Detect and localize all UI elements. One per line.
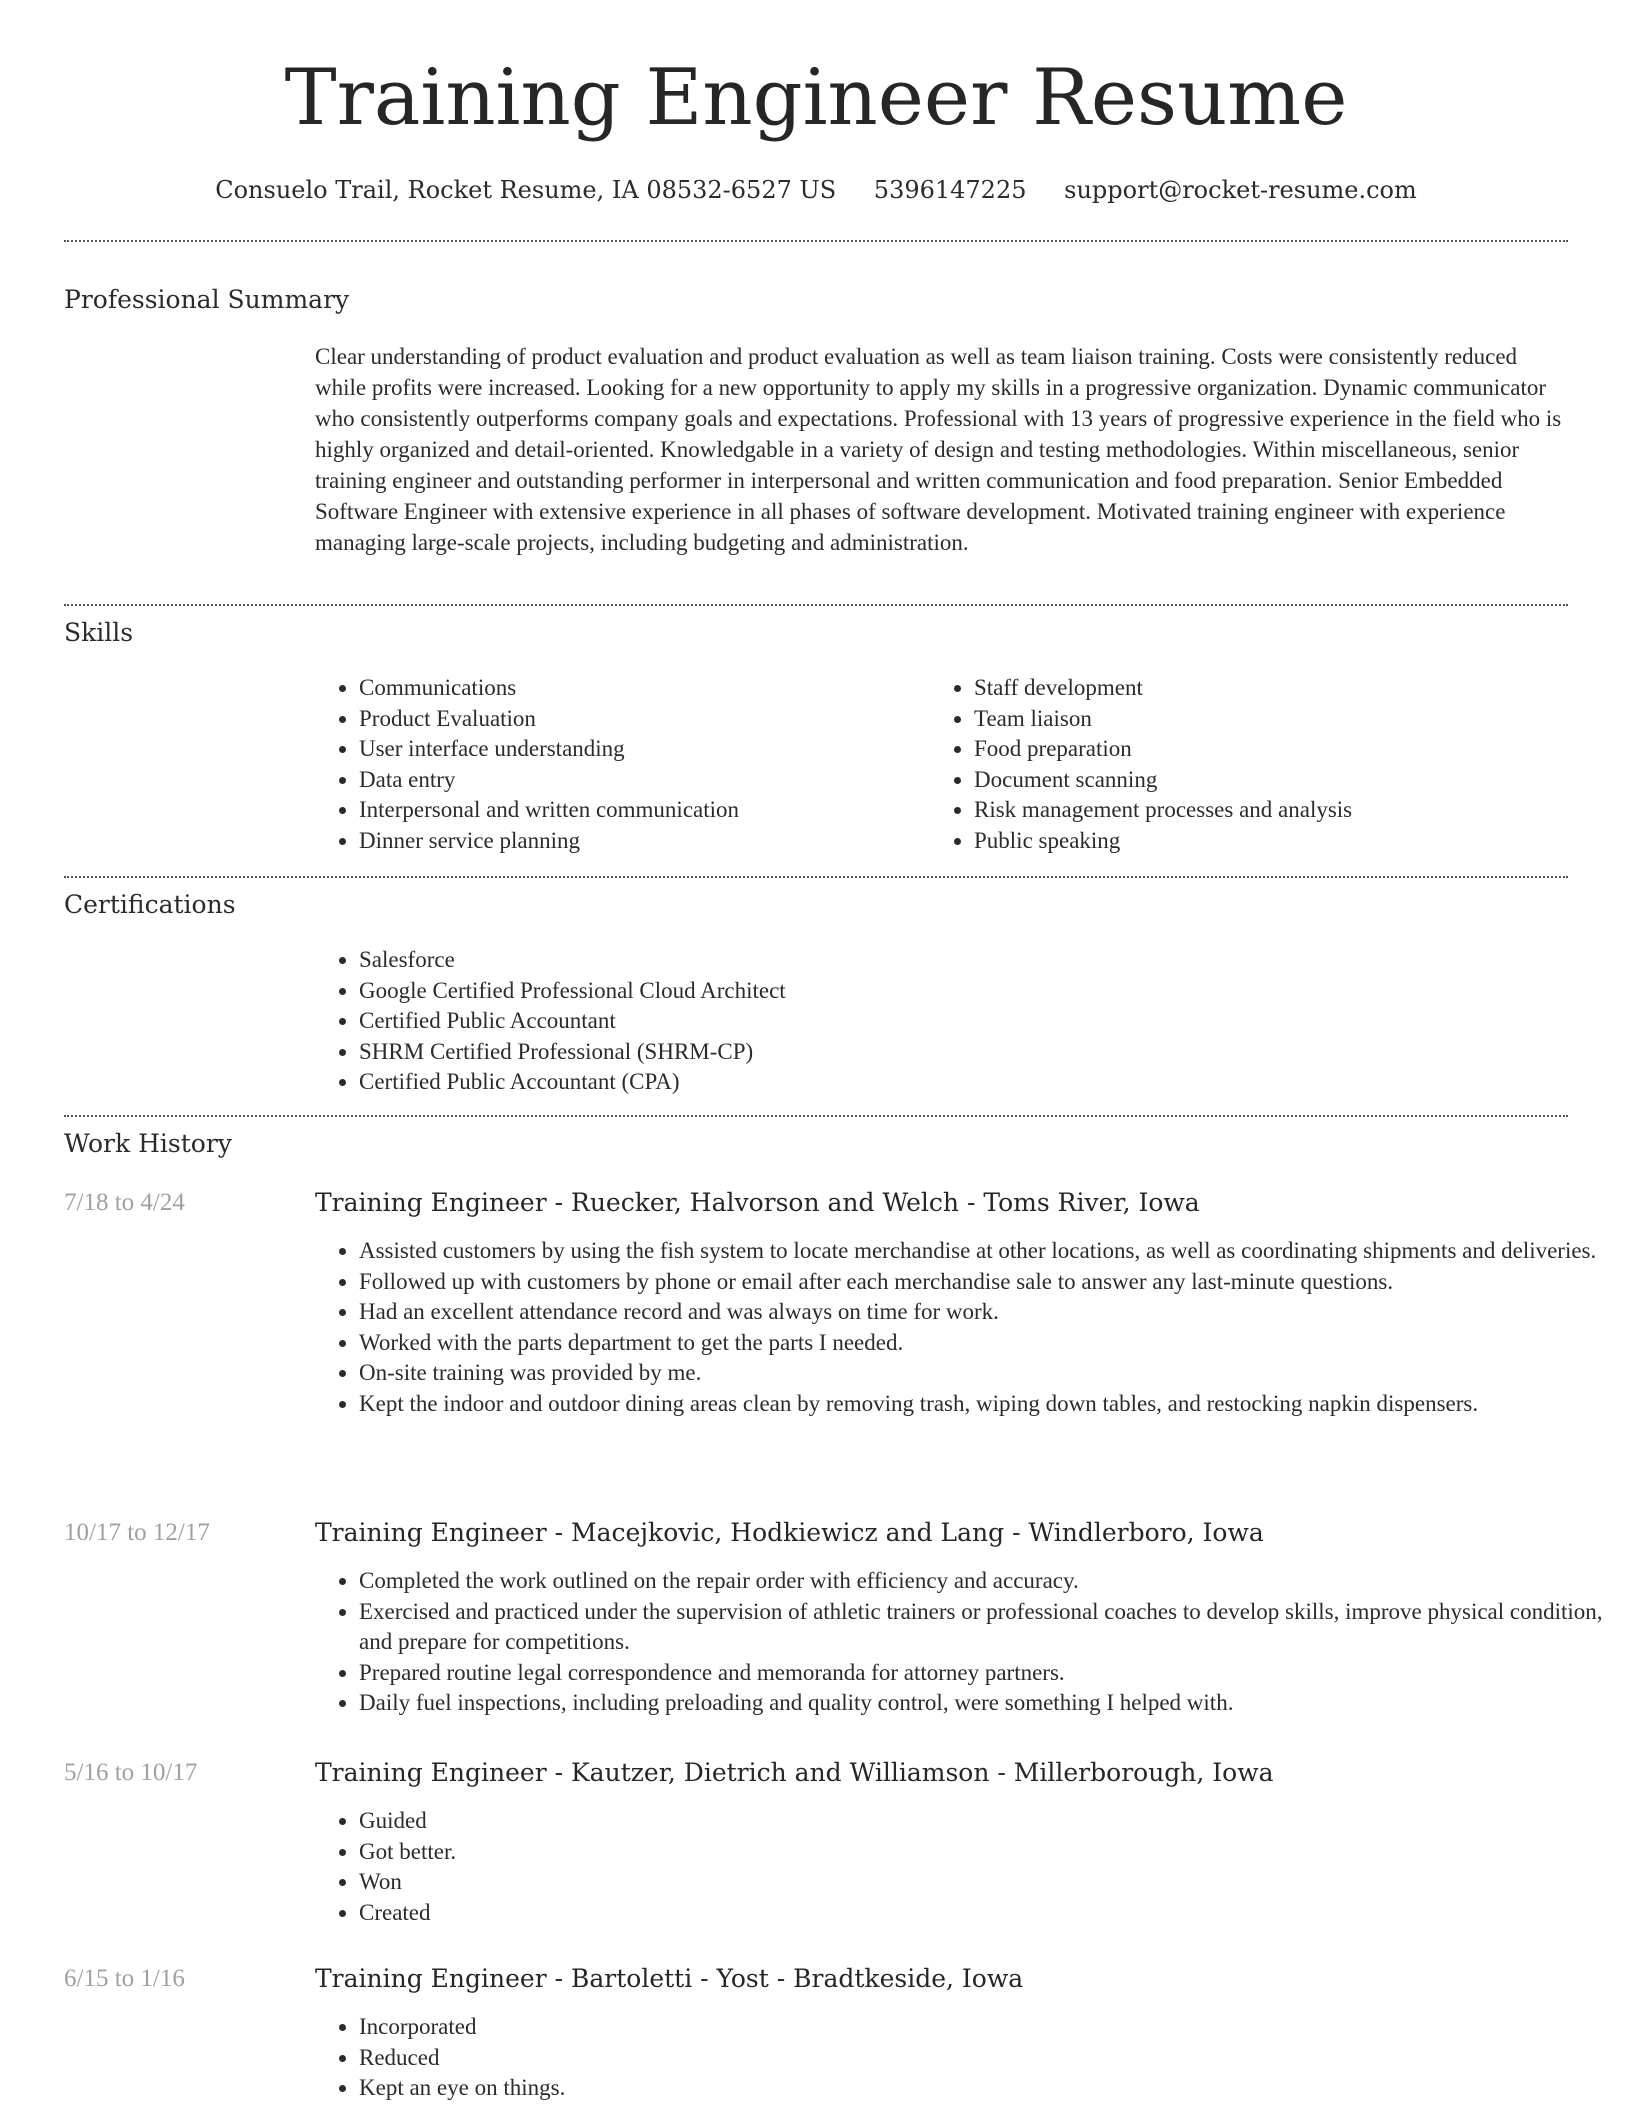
skill-item: • Dinner service planning [359, 826, 919, 857]
skill-item: • Product Evaluation [359, 704, 919, 735]
certification-item: • SHRM Certified Professional (SHRM-CP) [359, 1037, 1559, 1068]
job-bullets [315, 2012, 1612, 2104]
job-bullet: • Daily fuel inspections, including preloading and quality control, were something I helped with. [359, 1688, 1612, 1719]
skill-item: • Food preparation [974, 734, 1574, 765]
job-bullet: • Incorporated [359, 2012, 1612, 2043]
skill-item: • Risk management processes and analysis [974, 795, 1574, 826]
divider [64, 604, 1568, 606]
job-bullet: • Guided [359, 1806, 1612, 1837]
job-bullets [315, 1806, 1612, 1928]
contact-address: Consuelo Trail, Rocket Resume, IA 08532-6527 US [215, 176, 837, 204]
certification-item: • Certified Public Accountant [359, 1006, 1559, 1037]
job-bullet: • Reduced [359, 2043, 1612, 2074]
contact-email: support@rocket-resume.com [1064, 176, 1417, 204]
job-bullet: • Kept the indoor and outdoor dining areas clean by removing trash, wiping down tables, and restocking napkin dispensers. [359, 1389, 1612, 1420]
skills-list-right [930, 673, 1574, 857]
skills-list-left [315, 673, 919, 857]
job-bullet: • Had an excellent attendance record and was always on time for work. [359, 1297, 1612, 1328]
job-bullet: • Exercised and practiced under the supervision of athletic trainers or professional coaches to develop skills, improve physical condition, and prepare for competitions. [359, 1597, 1612, 1658]
certifications-list [315, 945, 1559, 1098]
job-title: Training Engineer - Macejkovic, Hodkiewicz and Lang - Windlerboro, Iowa [315, 1518, 1264, 1547]
job-bullet: • Followed up with customers by phone or email after each merchandise sale to answer any last-minute questions. [359, 1267, 1612, 1298]
job-title: Training Engineer - Kautzer, Dietrich and Williamson - Millerborough, Iowa [315, 1758, 1274, 1787]
job-bullet: • Created [359, 1898, 1612, 1929]
section-heading-summary: Professional Summary [64, 285, 350, 314]
job-bullet: • Got better. [359, 1837, 1612, 1868]
skill-item: • Public speaking [974, 826, 1574, 857]
job-bullet: • Kept an eye on things. [359, 2073, 1612, 2104]
job-bullets [315, 1566, 1612, 1719]
certification-item: • Google Certified Professional Cloud Architect [359, 976, 1559, 1007]
job-bullets [315, 1236, 1612, 1420]
job-dates: 10/17 to 12/17 [64, 1519, 210, 1546]
job-bullet: • On-site training was provided by me. [359, 1358, 1612, 1389]
job-bullet: • Worked with the parts department to get the parts I needed. [359, 1328, 1612, 1359]
skill-item: • Team liaison [974, 704, 1574, 735]
divider [64, 876, 1568, 878]
skill-item: • Communications [359, 673, 919, 704]
summary-text: Clear understanding of product evaluation and product evaluation as well as team liaison training. Costs were consistently reduced while profits were increased. Looking for a new opportunity to apply my skills in a progressive organization. Dynamic communicator who consistently outperforms company goals and expectations. Professional with 13 years of progressive experience in the field who is highly organized and detail-oriented. Knowledgable in a variety of design and testing methodologies. Within miscellaneous, senior training engineer and outstanding performer in interpersonal and written communication and food preparation. Senior Embedded Software Engineer with extensive experience in all phases of software development. Motivated training engineer with experience managing large-scale projects, including budgeting and administration. [315, 344, 1562, 555]
certification-item: • Salesforce [359, 945, 1559, 976]
section-heading-certifications: Certifications [64, 890, 236, 919]
job-title: Training Engineer - Ruecker, Halvorson and Welch - Toms River, Iowa [315, 1188, 1200, 1217]
job-bullet: • Assisted customers by using the fish system to locate merchandise at other locations, as well as coordinating shipments and deliveries. [359, 1236, 1612, 1267]
section-heading-work-history: Work History [64, 1129, 232, 1158]
skill-item: • Staff development [974, 673, 1574, 704]
skill-item: • Data entry [359, 765, 919, 796]
divider [64, 240, 1568, 242]
skill-item: • User interface understanding [359, 734, 919, 765]
divider [64, 1115, 1568, 1117]
certification-item: • Certified Public Accountant (CPA) [359, 1067, 1559, 1098]
job-bullet: • Completed the work outlined on the repair order with efficiency and accuracy. [359, 1566, 1612, 1597]
page-title: Training Engineer Resume [284, 53, 1348, 143]
job-dates: 6/15 to 1/16 [64, 1965, 185, 1992]
job-dates: 7/18 to 4/24 [64, 1189, 185, 1216]
contact-line [0, 170, 1632, 210]
job-dates: 5/16 to 10/17 [64, 1759, 198, 1786]
section-heading-skills: Skills [64, 618, 134, 647]
job-bullet: • Prepared routine legal correspondence and memoranda for attorney partners. [359, 1658, 1612, 1689]
contact-phone: 5396147225 [873, 176, 1027, 204]
job-bullet: • Won [359, 1867, 1612, 1898]
job-title: Training Engineer - Bartoletti - Yost - Bradtkeside, Iowa [315, 1964, 1024, 1993]
skill-item: • Document scanning [974, 765, 1574, 796]
skill-item: • Interpersonal and written communication [359, 795, 919, 826]
